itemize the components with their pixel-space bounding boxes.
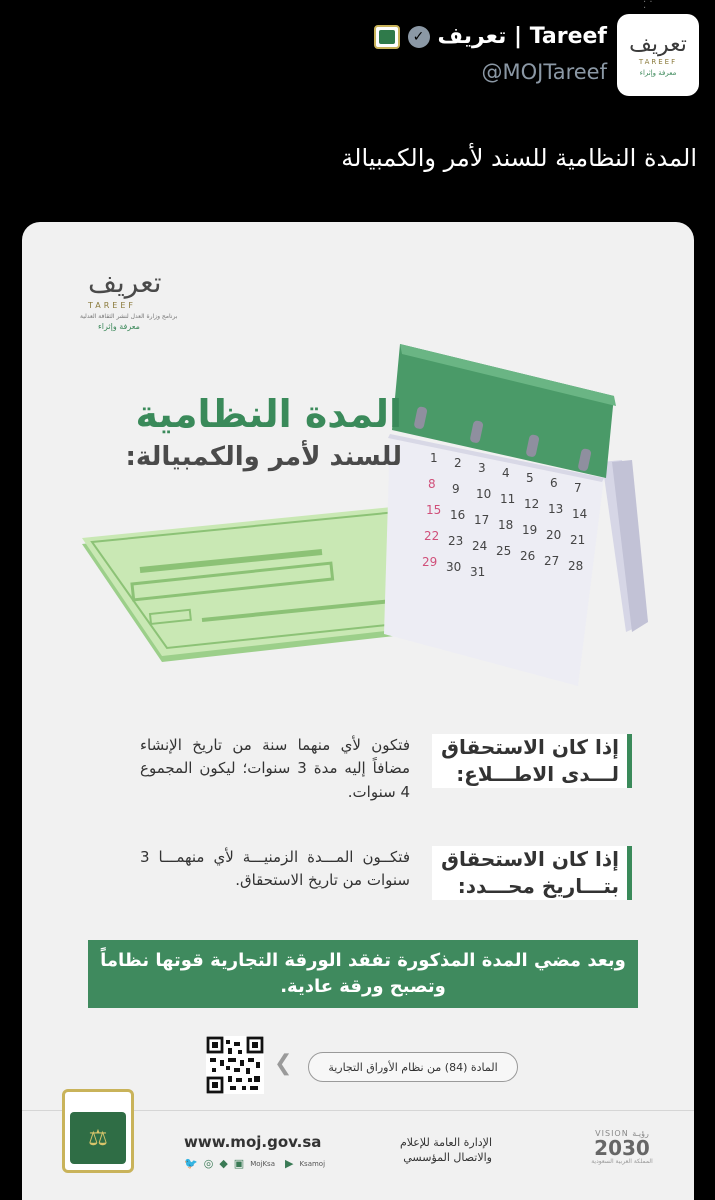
calendar-day: 18 — [498, 518, 514, 532]
headline-subtitle: للسند لأمر والكمبيالة: — [125, 442, 402, 472]
rule-label — [432, 846, 632, 900]
calendar-day: 16 — [450, 508, 466, 522]
calendar-day: 9 — [452, 482, 460, 496]
tareef-logo-sub: برنامج وزارة العدل لنشر الثقافة العدلية — [80, 313, 178, 320]
check-badge-icon[interactable]: ✓ — [408, 26, 430, 48]
tweet-header — [0, 0, 715, 110]
calendar-day: 7 — [574, 481, 582, 495]
chevron-left-icon: ❮ — [274, 1051, 293, 1076]
calendar-day: 6 — [550, 476, 558, 490]
calendar-day: 29 — [422, 555, 438, 569]
calendar-day: 30 — [446, 560, 462, 574]
qr-code-icon[interactable] — [206, 1036, 264, 1094]
name-row — [374, 24, 607, 49]
calendar-day: 21 — [570, 533, 586, 547]
department-name — [382, 1135, 492, 1166]
avatar-logo-en: TAREEF — [638, 57, 678, 66]
department-line2: والاتصال المؤسسي — [403, 1151, 492, 1165]
calendar-day: 3 — [478, 461, 486, 475]
rule-on-sight — [132, 734, 632, 814]
social-handle-2: Ksamoj — [299, 1159, 326, 1168]
conclusion-text: وبعد مضي المدة المذكورة تفقد الورقة التجارية قوتها نظاماً وتصبح ورقة عادية. — [100, 949, 626, 997]
rule-label-line1: إذا كان الاستحقاق — [441, 847, 619, 871]
department-line1: الإدارة العامة للإعلام — [399, 1136, 492, 1149]
calendar-day: 1 — [430, 451, 438, 465]
linkedin-icon[interactable]: ▣ — [233, 1157, 245, 1170]
calendar-day: 22 — [424, 529, 440, 543]
article-reference: المادة (84) من نظام الأوراق التجارية — [308, 1052, 518, 1082]
calendar-day: 28 — [568, 559, 584, 573]
calendar-day: 8 — [428, 477, 436, 491]
calendar-day: 25 — [496, 544, 512, 558]
user-handle[interactable]: @MOJTareef — [481, 60, 607, 84]
avatar-logo-text: تعريف — [629, 31, 687, 57]
tweet-text: المدة النظامية للسند لأمر والكمبيالة — [341, 144, 697, 172]
calendar-day: 23 — [448, 534, 464, 548]
rule-description: فتكــون المـــدة الزمنيـــة لأي منهمـــا 3 سنوات من تاريخ الاستحقاق. — [140, 848, 410, 890]
tareef-logo-tag: معرفة وإثراء — [98, 322, 140, 331]
rule-description: فتكون لأي منهما سنة من تاريخ الإنشاء مضافاً إليه مدة 3 سنوات؛ ليكون المجموع 4 سنوات. — [140, 736, 410, 801]
more-options-icon[interactable]: · · · — [643, 0, 653, 14]
calendar-day: 15 — [426, 503, 442, 517]
calendar-day: 27 — [544, 554, 560, 568]
calendar-day: 4 — [502, 466, 510, 480]
calendar-day: 13 — [548, 502, 564, 516]
calendar-day: 31 — [470, 565, 486, 579]
calendar-day: 5 — [526, 471, 534, 485]
rule-label — [432, 734, 632, 788]
tareef-logo-ar: تعريف — [88, 266, 162, 299]
snapchat-icon[interactable]: ◆ — [219, 1157, 228, 1170]
rule-label-line1: إذا كان الاستحقاق — [441, 735, 619, 759]
card-footer — [22, 1110, 694, 1200]
headline — [82, 392, 402, 472]
vision-label: VISION رؤيـة — [595, 1129, 649, 1138]
calendar-icon — [384, 344, 648, 686]
rule-fixed-date — [132, 846, 632, 926]
rule-label-line2: لـــدى الاطـــلاع: — [456, 762, 619, 786]
rule-label-line2: بتـــاريخ محـــدد: — [457, 874, 619, 898]
infographic-image[interactable] — [22, 222, 694, 1200]
headline-title: المدة النظامية — [135, 392, 402, 436]
youtube-icon[interactable]: ▶ — [284, 1157, 294, 1170]
calendar-day: 17 — [474, 513, 490, 527]
display-name[interactable]: تعريف | Tareef — [437, 24, 607, 49]
calendar-day: 2 — [454, 456, 462, 470]
calendar-day: 11 — [500, 492, 516, 506]
cheque-calendar-illustration — [22, 302, 694, 722]
vision-2030-logo — [582, 1129, 662, 1165]
social-handle-1: MojKsa — [250, 1159, 275, 1168]
moj-emblem-icon: ⚖ — [62, 1089, 134, 1173]
avatar-logo-tag: معرفة وإثراء — [639, 68, 677, 77]
moj-affiliate-badge-icon[interactable] — [374, 25, 400, 49]
calendar-day: 14 — [572, 507, 588, 521]
vision-year: 2030 — [594, 1136, 650, 1160]
calendar-day: 20 — [546, 528, 562, 542]
conclusion-banner — [88, 940, 638, 1008]
tareef-logo-en: TAREEF — [88, 301, 137, 310]
twitter-icon[interactable]: 🐦 — [184, 1157, 198, 1170]
calendar-day: 19 — [522, 523, 538, 537]
calendar-day: 12 — [524, 497, 540, 511]
avatar[interactable] — [617, 14, 699, 96]
instagram-icon[interactable]: ◎ — [203, 1157, 214, 1170]
calendar-day: 24 — [472, 539, 488, 553]
calendar-day: 10 — [476, 487, 492, 501]
social-icons — [184, 1157, 329, 1170]
vision-sub: المملكة العربية السعودية — [591, 1158, 653, 1165]
moj-website-link[interactable]: www.moj.gov.sa — [184, 1133, 322, 1151]
calendar-day: 26 — [520, 549, 536, 563]
